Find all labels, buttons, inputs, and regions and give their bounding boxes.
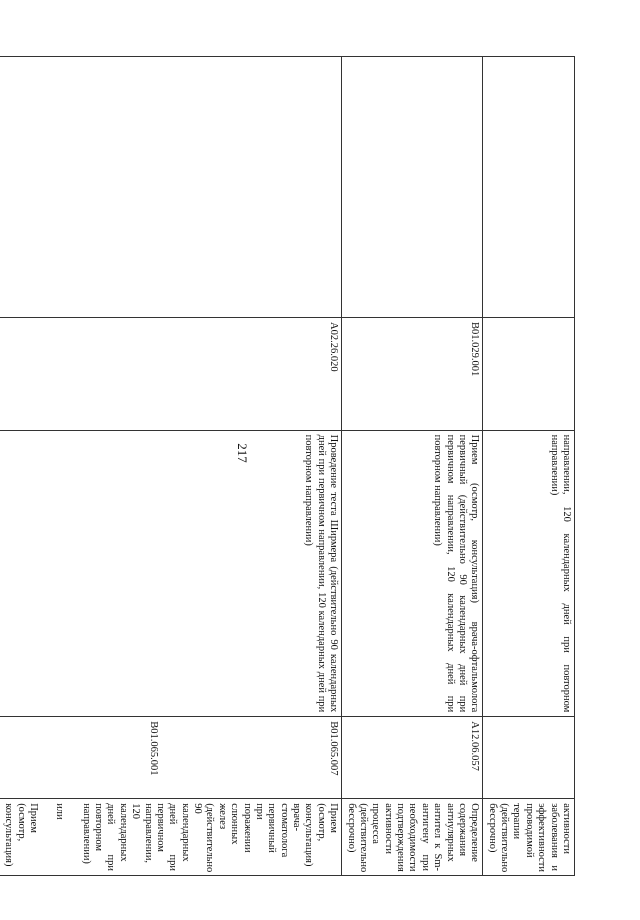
row-first-cell <box>0 57 342 318</box>
rotated-table-page <box>3 56 575 876</box>
service-code-cell: A02.26.020 <box>0 318 342 431</box>
service-code-cell-pair <box>0 717 342 799</box>
service-name-cell: Прием (осмотр, консультация) врача-офтальмолога первичный (действительно 90 календарных дней при первичном направлении, 120 календарных дней при повторном направлении) <box>342 430 483 717</box>
row-first-cell <box>342 57 483 318</box>
service-name-primary: Прием (осмотр, консультация) врача-стоматолога первичный при поражении слюнных желез (действительно 90 календарных дней при первичном направлении, 120 календарных дней при повторном направлении) <box>80 803 340 873</box>
service-code-cell <box>483 318 575 431</box>
page-number: 217 <box>234 443 250 463</box>
row-first-cell <box>483 57 575 318</box>
service-name-alternative: Прием (осмотр, консультация) <box>3 803 39 867</box>
service-code-primary: B01.065.007 <box>328 721 340 776</box>
service-name-cell: направлении, 120 календарных дней при повторном направлении) <box>483 430 575 717</box>
table-row <box>342 57 483 876</box>
table-row <box>483 57 575 876</box>
table-row <box>0 57 342 876</box>
service-code-cell <box>483 717 575 799</box>
service-name-cell: активности заболевания и эффективности проводимой терапии (действительно бессрочно) <box>483 799 575 876</box>
services-table <box>0 56 575 876</box>
service-name-cell: Проведение теста Ширмера (действительно 90 календарных дней при первичном направлении, 120 календарных дней при повторном направлении) <box>0 430 342 717</box>
or-label: или <box>54 803 66 820</box>
service-name-cell: Определение содержания антиулярных антител к Sm-антигену при необходимости подтверждения активности процесса (действительно бессрочно) <box>342 799 483 876</box>
service-code-cell: A12.06.057 <box>342 717 483 799</box>
service-code-cell: B01.029.001 <box>342 318 483 431</box>
service-code-alternative: B01.065.001 <box>147 721 159 776</box>
service-name-cell-pair <box>0 799 342 876</box>
